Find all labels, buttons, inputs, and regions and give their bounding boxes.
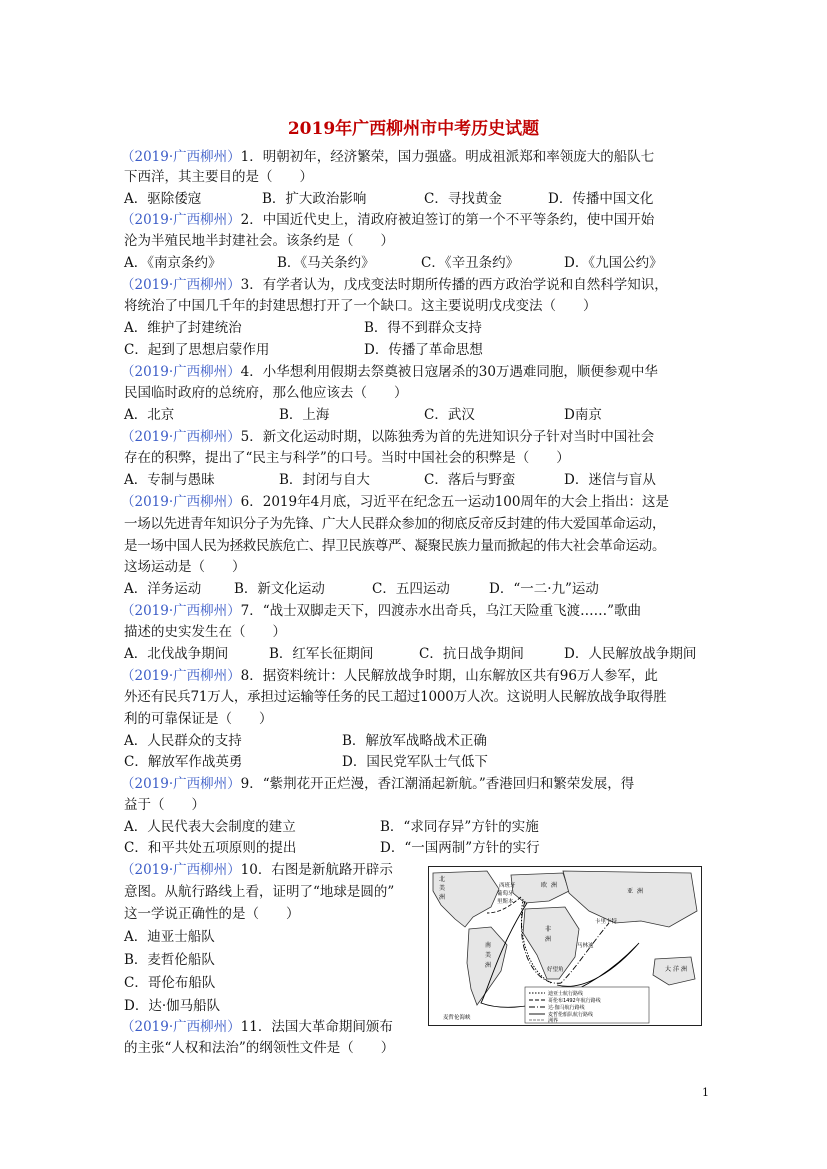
question-11-line-2: 的主张“人权和法治”的纲领性文件是（ ） (124, 1040, 395, 1056)
map-label-spain: 西班牙 (499, 883, 516, 889)
q9-option-a: A．人民代表大会制度的建立 (124, 819, 296, 835)
map-label-asia-1: 亚 (627, 888, 634, 895)
question-8-line-2: 外还有民兵71万人，承担过运输等任务的民工超过1000万人次。这说明人民解放战争取得胜 (124, 689, 667, 705)
q6-option-b: B．新文化运动 (234, 581, 325, 597)
question-8-line-3: 利的可靠保证是（ ） (124, 711, 273, 727)
map-label-strait-of-magellan: 麦哲伦海峡 (443, 1015, 471, 1021)
q7-option-b: B．红军长征期间 (269, 646, 374, 662)
q1-option-c: C．寻找黄金 (424, 191, 502, 207)
q7-option-d: D．人民解放战争期间 (564, 646, 697, 662)
map-label-europe-2: 洲 (551, 882, 558, 889)
question-3-line-1: （2019·广西柳州）3．有学者认为，戊戌变法时期所传播的西方政治学说和自然科学知识， (121, 277, 668, 293)
q9-option-c: C．和平共处五项原则的提出 (124, 840, 297, 856)
map-label-north-america-1: 北 (439, 876, 446, 883)
map-label-north-america-2: 美 (439, 885, 446, 892)
q2-option-a: A．《南京条约》 (124, 255, 222, 271)
q6-option-c: C．五四运动 (372, 581, 450, 597)
q9-option-d: D．“一国两制”方针的实行 (380, 840, 540, 856)
q1-option-b: B．扩大政治影响 (262, 191, 367, 207)
map-label-europe-1: 欧 (541, 882, 548, 889)
question-6-line-3: 是一场中国人民为拯救民族危亡、捍卫民族尊严、凝聚民族力量而掀起的伟大社会革命运动。 (124, 538, 666, 554)
question-10-line-2: 意图。从航行路线上看，证明了“地球是圆的” (124, 884, 395, 900)
question-9-line-1: （2019·广西柳州）9．“紫荆花开正烂漫，香江潮涌起新航。”香港回归和繁荣发展，得 (121, 776, 635, 792)
map-label-portugal: 葡萄牙 (497, 891, 514, 897)
map-label-oceania-2: 洋 (673, 966, 680, 973)
question-2-line-2: 沦为半殖民地半封建社会。该条约是（ ） (124, 233, 394, 249)
q8-option-b: B．解放军战略战术正确 (342, 733, 487, 749)
q4-option-c: C．武汉 (424, 407, 475, 423)
legend-magellan-label: 麦哲伦船队航行路线 (548, 1012, 594, 1018)
question-6-line-4: 这场运动是（ ） (124, 559, 246, 575)
q6-option-a: A．洋务运动 (124, 581, 202, 597)
q1-option-a: A．驱除倭寇 (124, 191, 202, 207)
q2-option-c: C．《辛丑条约》 (421, 255, 520, 271)
question-9-line-2: 益于（ ） (124, 797, 205, 813)
q1-option-d: D．传播中国文化 (548, 191, 654, 207)
question-5-line-1: （2019·广西柳州）5．新文化运动时期，以陈独秀为首的先进知识分子针对当时中国社会 (121, 429, 655, 445)
question-6-line-2: 一场以先进青年知识分子为先锋、广大人民群众参加的彻底反帝反封建的伟大爱国革命运动， (124, 516, 666, 532)
legend-boundary-label: 洲界 (548, 1018, 559, 1024)
question-11-line-1: （2019·广西柳州）11．法国大革命期间颁布 (121, 1019, 393, 1035)
map-label-north-america-3: 洲 (439, 894, 446, 901)
legend-gama-label: 达·伽马航行路线 (548, 1005, 585, 1011)
legend-dias-label: 迪亚士航行路线 (548, 991, 584, 997)
q7-option-a: A．北伐战争期间 (124, 646, 229, 662)
q8-option-a: A．人民群众的支持 (124, 733, 242, 749)
map-label-lisbon: 里斯本 (497, 899, 514, 905)
q10-option-d: D．达·伽马船队 (124, 998, 221, 1014)
question-5-line-2: 存在的积弊，提出了“民主与科学”的口号。当时中国社会的积弊是（ ） (124, 450, 570, 466)
q8-option-d: D．国民党军队士气低下 (342, 754, 488, 770)
q10-option-b: B．麦哲伦船队 (124, 952, 215, 968)
map-label-oceania-1: 大 (665, 966, 672, 973)
map-drawing (429, 867, 701, 1025)
map-label-south-america-1: 南 (485, 942, 492, 949)
question-7-line-2: 描述的史实发生在（ ） (124, 624, 286, 640)
legend-columbus-label: 哥伦布1492年航行路线 (548, 998, 601, 1004)
question-6-line-1: （2019·广西柳州）6．2019年4月底，习近平在纪念五一运动100周年的大会上指出：这是 (121, 494, 669, 510)
source-tag: （2019·广西柳州） (121, 149, 241, 165)
map-label-south-america-2: 美 (485, 952, 492, 959)
map-label-asia-2: 洲 (637, 888, 644, 895)
q3-option-d: D．传播了革命思想 (364, 342, 483, 358)
map-label-malindi: 马林迪 (577, 943, 594, 949)
map-label-africa-2: 洲 (545, 936, 552, 943)
question-1-line-1: （2019·广西柳州）1．明朝初年，经济繁荣，国力强盛。明成祖派郑和率领庞大的船队七 (121, 149, 655, 165)
q10-option-c: C．哥伦布船队 (124, 975, 216, 991)
question-7-line-1: （2019·广西柳州）7．“战士双脚走天下，四渡赤水出奇兵，乌江天险重飞渡……”歌曲 (121, 603, 642, 619)
question-1-line-2: 下西洋，其主要目的是（ ） (124, 169, 313, 185)
q3-option-a: A．维护了封建统治 (124, 320, 242, 336)
question-10-line-3: 这一学说正确性的是（ ） (124, 906, 300, 922)
q5-option-b: B．封闭与自大 (279, 472, 370, 488)
q5-option-a: A．专制与愚昧 (124, 472, 215, 488)
q3-option-c: C．起到了思想启蒙作用 (124, 342, 270, 358)
question-10-line-1: （2019·广西柳州）10．右图是新航路开辟示 (121, 862, 393, 878)
q4-option-a: A．北京 (124, 407, 175, 423)
question-4-line-1: （2019·广西柳州）4．小华想利用假期去祭奠被日寇屠杀的30万遇难同胞，顺便参观中华 (121, 364, 658, 380)
q4-option-d: D南京 (564, 407, 602, 423)
q2-option-b: B．《马关条约》 (277, 255, 375, 271)
map-label-south-america-3: 洲 (485, 962, 492, 969)
q9-option-b: B．“求同存异”方针的实施 (380, 819, 539, 835)
q2-option-d: D．《九国公约》 (564, 255, 663, 271)
asia-shape (563, 871, 697, 927)
question-3-line-2: 将统治了中国几千年的封建思想打开了一个缺口。这主要说明戊戌变法（ ） (124, 298, 597, 314)
question-8-line-1: （2019·广西柳州）8．据资料统计：人民解放战争时期，山东解放区共有96万人参军，此 (121, 668, 658, 684)
q7-option-c: C．抗日战争期间 (419, 646, 524, 662)
q4-option-b: B．上海 (279, 407, 330, 423)
question-4-line-2: 民国临时政府的总统府，那么他应该去（ ） (124, 385, 408, 401)
page-number: 1 (702, 1086, 709, 1099)
map-label-oceania-3: 洲 (681, 966, 688, 973)
map-label-calicut: 卡里卡特 (595, 919, 618, 925)
map-label-cape-of-good-hope: 好望角 (547, 967, 564, 973)
map-label-africa-1: 非 (545, 926, 552, 933)
q5-option-c: C．落后与野蛮 (424, 472, 516, 488)
q8-option-c: C．解放军作战英勇 (124, 754, 243, 770)
question-2-line-1: （2019·广西柳州）2．中国近代史上，清政府被迫签订的第一个不平等条约，使中国开始 (121, 212, 655, 228)
q6-option-d: D．“一二·九”运动 (489, 581, 599, 597)
page-title: 2019年广西柳州市中考历史试题 (287, 119, 540, 139)
q5-option-d: D．迷信与盲从 (564, 472, 656, 488)
q3-option-b: B．得不到群众支持 (364, 320, 482, 336)
q10-option-a: A．迪亚士船队 (124, 929, 215, 945)
new-sea-routes-map (428, 866, 702, 1026)
